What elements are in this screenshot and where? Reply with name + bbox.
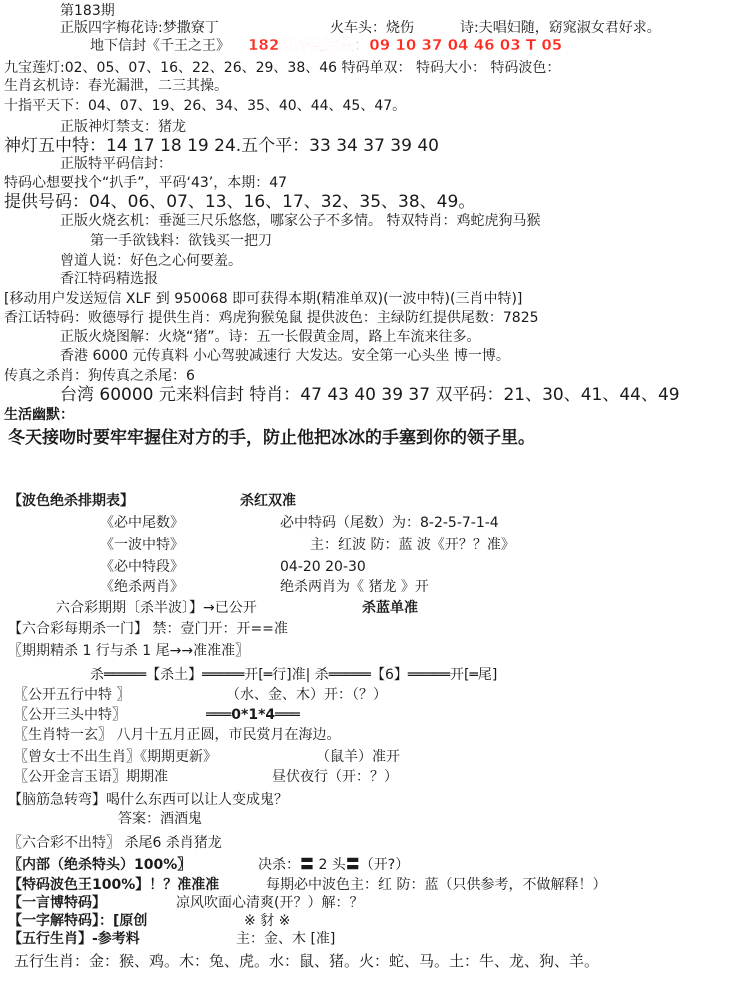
one-char-label: 【一字解特码】：[原创 [8,913,148,929]
kill-red: 杀红双准 [240,493,296,509]
golden-words-value: 昼伏夜行（开：？） [272,769,398,785]
tail-label: 《必中尾数》 [100,515,184,531]
three-heads-label: 〖公开三头中特〗 [14,707,126,723]
issue-number: 第183期 [60,3,115,19]
provided-numbers: 提供号码：04、06、07、13、16、17、32、35、38、49。 [4,192,476,212]
envelope-title: 地下信封《千王之王》 [90,38,230,54]
one-char-value: ※ 豺 ※ [244,913,291,929]
no-special: 〖六合彩不出特〗 杀尾6 杀肖猪龙 [8,835,222,851]
poem-line: 诗:夫唱妇随，窈窕淑女君好求。 [460,20,661,36]
wave-value: 主：红波 防：蓝 波《开？？准》 [310,537,515,553]
lamp-five: 神灯五中特：14 17 18 19 24.五个平：33 34 37 39 40 [4,136,439,156]
golden-words-label: 〖公开金言玉语〗期期准 [14,769,168,785]
inside-kill-label: 〖内部（绝杀特头）100%〗 [8,857,192,873]
first-hand: 第一手欲钱料：欲钱买一把刀 [90,233,272,249]
ms-zeng-label: 〖曾女士不出生肖〗《期期更新》 [14,749,217,765]
zodiac-poem: 生肖玄机诗：春光漏泄，二三其操。 [4,78,228,94]
wave-king-value: 每期必中波色主：红 防：蓝（只供参考，不做解释！） [266,877,607,893]
five-elements-zodiac: 五行生肖：金：猴、鸡。木：兔、虎。水：鼠、猪。火：蛇、马。土：牛、龙、狗、羊。 [14,952,600,970]
kill-blue: 杀蓝单准 [362,600,418,616]
special-envelope: 正版特平码信封： [60,156,172,172]
two-zodiac-label: 《绝杀两肖》 [100,579,184,595]
draw-result-banner: 182期开奖结果：09 10 37 04 46 03 T 05 [248,36,563,54]
two-zodiac-value: 绝杀两肖为《 猪龙 》开 [280,579,429,595]
lotus-lamp: 九宝莲灯:02、05、07、16、22、26、29、38、46 特码单双： 特码大小： 特码波色： [4,60,561,76]
five-zodiac-label: 【五行生肖】-参考料 [8,931,140,947]
ms-zeng-value: （鼠羊）准开 [316,749,400,765]
half-wave: 六合彩期期〔杀半波〕】→已公开 [56,600,257,616]
fire-mystery: 正版火烧玄机：垂涎三尺乐悠悠，哪家公子不多情。 特双特肖：鸡蛇虎狗马猴 [60,213,541,229]
inside-kill-value: 决杀：〓 2 头〓（开?） [258,857,410,873]
segment-value: 04-20 20-30 [280,559,366,575]
train-head: 火车头：烧伤 [330,20,414,36]
ten-fingers: 十指平天下：04、07、19、26、34、35、40、44、45、47。 [4,98,407,114]
sms-notice: [移动用户发送短信 XLF 到 950068 即可获得本期(精准单双)(一波中特)(三肖中特)] [4,291,523,307]
taiwan-envelope: 台湾 60000 元来料信封 特肖：47 43 40 39 37 双平码：21、30、41、44、49 [60,385,680,405]
fire-diagram: 正版火烧图解：火烧“猪”。诗：五一长假黄金周，路上车流来往多。 [60,329,481,345]
zeng-says: 曾道人说：好色之心何要羞。 [60,253,242,269]
wave-label: 《一波中特》 [100,537,184,553]
riddle-answer: 答案：酒酒鬼 [118,811,202,827]
humor-label: 生活幽默： [4,407,74,423]
section-gap [0,460,748,463]
kill-line-tail: 〖期期精杀 1 行与杀 1 尾→→准准准〗 [8,643,250,659]
lamp-forbidden: 正版神灯禁支：猪龙 [60,119,186,135]
kill-door: 【六合彩每期杀一门】 禁：壹门开：开==准 [8,621,288,637]
five-elements-value: （水、金、木）开：（？） [226,687,387,703]
pickpocket-line: 特码心想要找个“扒手”，平码‘43’，本期：47 [4,175,288,191]
xiangjiang-report: 香江特码精选报 [60,271,158,287]
five-elements-label: 〖公开五行中特 〗 [14,687,131,703]
zodiac-mystery: 〖生肖特一玄〗 八月十五月正圆，市民赏月在海边。 [14,727,341,743]
riddle: 【脑筋急转弯】喝什么东西可以让人变成鬼？ [8,792,288,808]
plum-poem: 正版四字梅花诗:梦撒寮丁 [60,20,219,36]
wave-king-label: 【特码波色王100%】！？准准准 [8,877,220,893]
hk-fax: 香港 6000 元传真料 小心驾驶减速行 大发达。安全第一心头坐 博一博。 [60,348,510,364]
xiangjiang-hint: 香江话特码：败德辱行 提供生肖：鸡虎狗猴兔鼠 提供波色：主绿防红提供尾数：7825 [4,310,539,326]
fax-kill: 传真之杀肖：狗传真之杀尾：6 [4,368,195,384]
one-word-label: 【一言博特码】 [8,895,106,911]
one-word-value: 凉风吹面心清爽(开？）解：？ [176,895,364,911]
humor-text: 冬天接吻时要牢牢握住对方的手，防止他把冰冰的手塞到你的领子里。 [8,428,535,448]
segment-label: 《必中特段》 [100,559,184,575]
color-kill-title: 【波色绝杀排期表】 [8,493,134,509]
kill-bars: 杀═════【杀土】═════开[═行]准| 杀═════【6】═════开[═尾] [90,667,498,683]
three-heads-value: ═══0*1*4═══ [206,707,301,723]
five-zodiac-value: 主：金、木 [准] [236,931,336,947]
tail-value: 必中特码（尾数）为：8-2-5-7-1-4 [280,515,499,531]
